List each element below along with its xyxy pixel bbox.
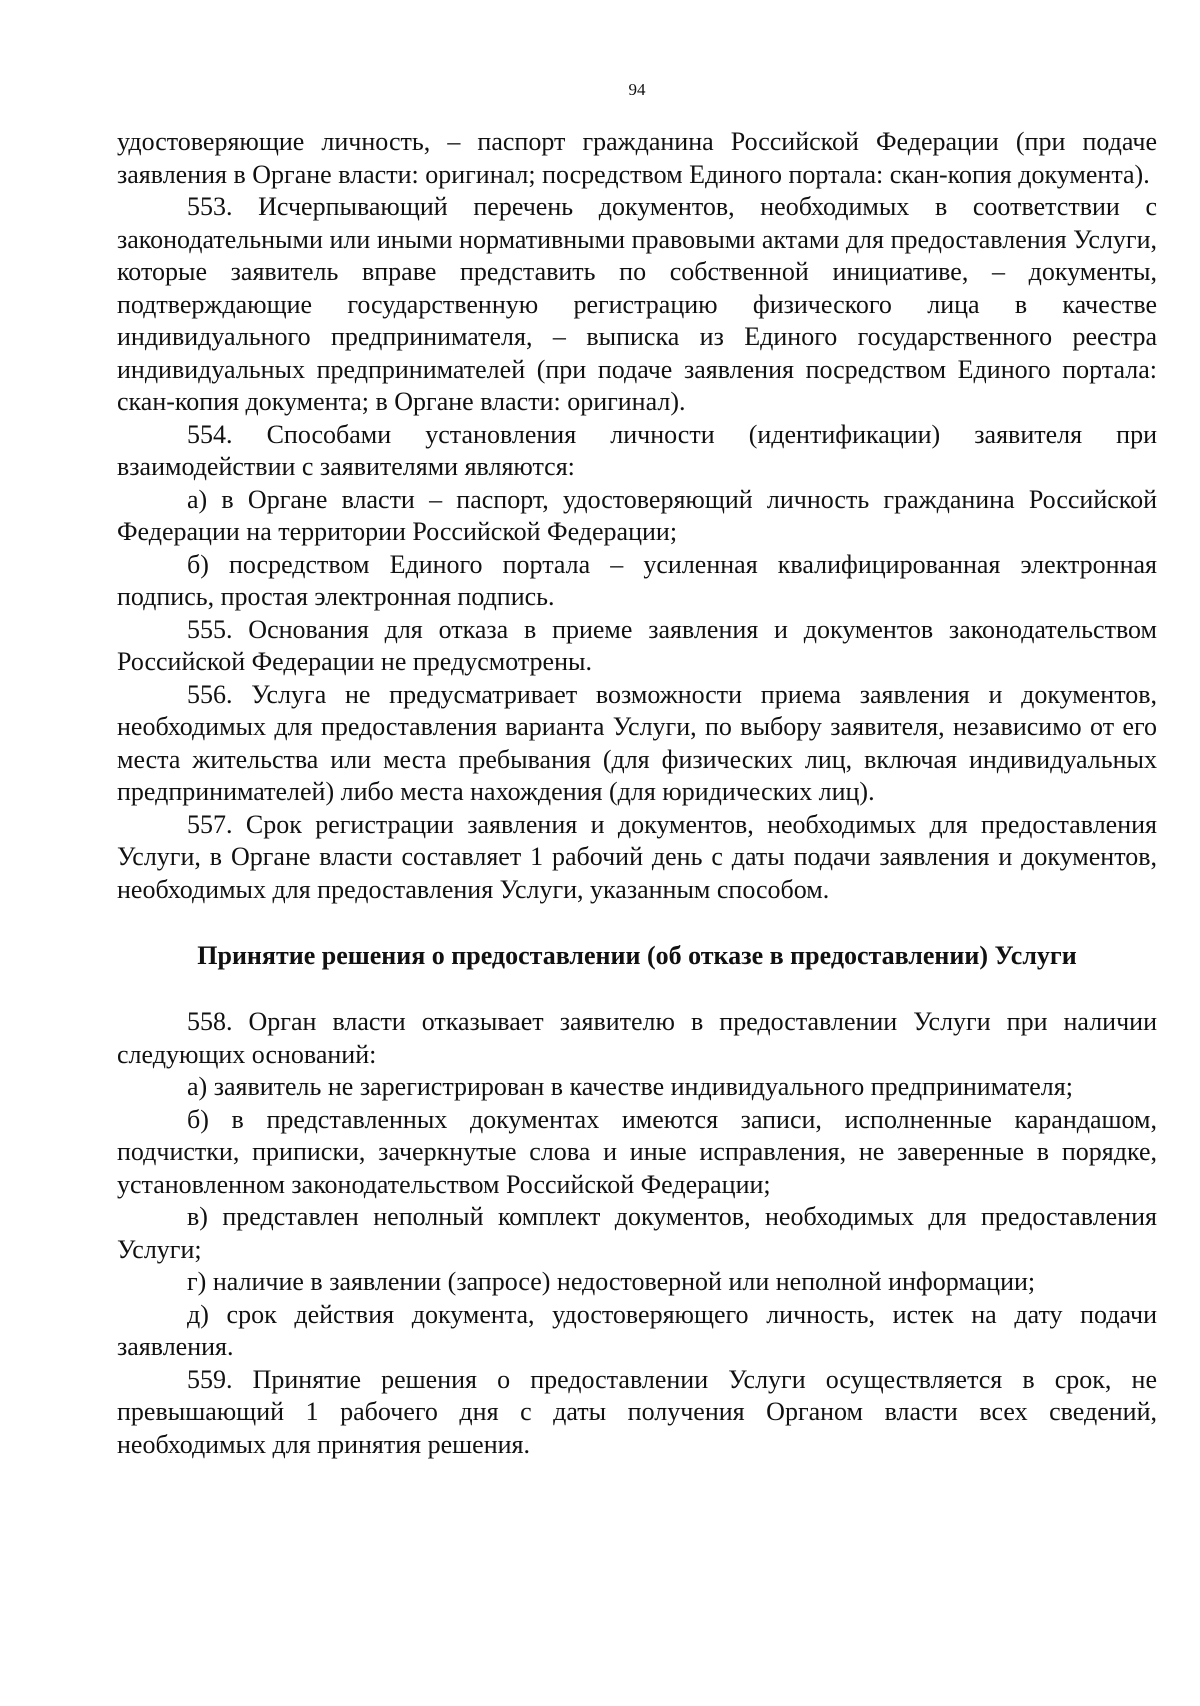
section-heading: Принятие решения о предоставлении (об отказе в предоставлении) Услуги bbox=[197, 941, 1077, 970]
paragraph-553: 553. Исчерпывающий перечень документов, необходимых в соответствии с законодательными или иными нормативными правовыми актами для предоставления Услуги, которые заявитель вправе представить по собственной инициативе, – документы, подтверждающие государственную регистрацию физического лица в качестве индивидуального предпринимателя, – выписка из Единого государственного реестра индивидуальных предпринимателей (при подаче заявления посредством Единого портала: скан-копия документа; в Органе власти: оригинал). bbox=[117, 192, 1157, 416]
paragraph-556: 556. Услуга не предусматривает возможности приема заявления и документов, необходимых для предоставления варианта Услуги, по выбору заявителя, независимо от его места жительства или места пребывания (для физических лиц, включая индивидуальных предпринимателей) либо места нахождения (для юридических лиц). bbox=[117, 679, 1157, 806]
document-body bbox=[117, 126, 1157, 1461]
paragraph-558: 558. Орган власти отказывает заявителю в предоставлении Услуги при наличии следующих оснований: bbox=[117, 1007, 1157, 1069]
paragraph-559: 559. Принятие решения о предоставлении Услуги осуществляется в срок, не превышающий 1 рабочего дня с даты получения Органом власти всех сведений, необходимых для принятия решения. bbox=[117, 1364, 1157, 1459]
paragraph-558-b: б) в представленных документах имеются записи, исполненные карандашом, подчистки, приписки, зачеркнутые слова и иные исправления, не заверенные в порядке, установленном законодательством Российской Федерации; bbox=[117, 1104, 1157, 1199]
paragraph-557: 557. Срок регистрации заявления и документов, необходимых для предоставления Услуги, в Органе власти составляет 1 рабочий день с даты подачи заявления и документов, необходимых для предоставления Услуги, указанным способом. bbox=[117, 809, 1157, 904]
paragraph-558-v: в) представлен неполный комплект документов, необходимых для предоставления Услуги; bbox=[117, 1202, 1157, 1264]
paragraph-554-b: б) посредством Единого портала – усиленная квалифицированная электронная подпись, простая электронная подпись. bbox=[117, 549, 1157, 611]
paragraph-558-a: а) заявитель не зарегистрирован в качестве индивидуального предпринимателя; bbox=[187, 1072, 1073, 1101]
paragraph-continuation: удостоверяющие личность, – паспорт гражданина Российской Федерации (при подаче заявления в Органе власти: оригинал; посредством Единого портала: скан-копия документа). bbox=[117, 127, 1157, 189]
document-page bbox=[117, 0, 1157, 1706]
page-number: 94 bbox=[628, 80, 646, 99]
paragraph-558-g: г) наличие в заявлении (запросе) недостоверной или неполной информации; bbox=[187, 1267, 1036, 1296]
paragraph-554: 554. Способами установления личности (идентификации) заявителя при взаимодействии с заявителями являются: bbox=[117, 419, 1157, 481]
paragraph-554-a: а) в Органе власти – паспорт, удостоверяющий личность гражданина Российской Федерации на территории Российской Федерации; bbox=[117, 484, 1157, 546]
paragraph-558-d: д) срок действия документа, удостоверяющего личность, истек на дату подачи заявления. bbox=[117, 1299, 1157, 1361]
paragraph-555: 555. Основания для отказа в приеме заявления и документов законодательством Российской Федерации не предусмотрены. bbox=[117, 614, 1157, 676]
